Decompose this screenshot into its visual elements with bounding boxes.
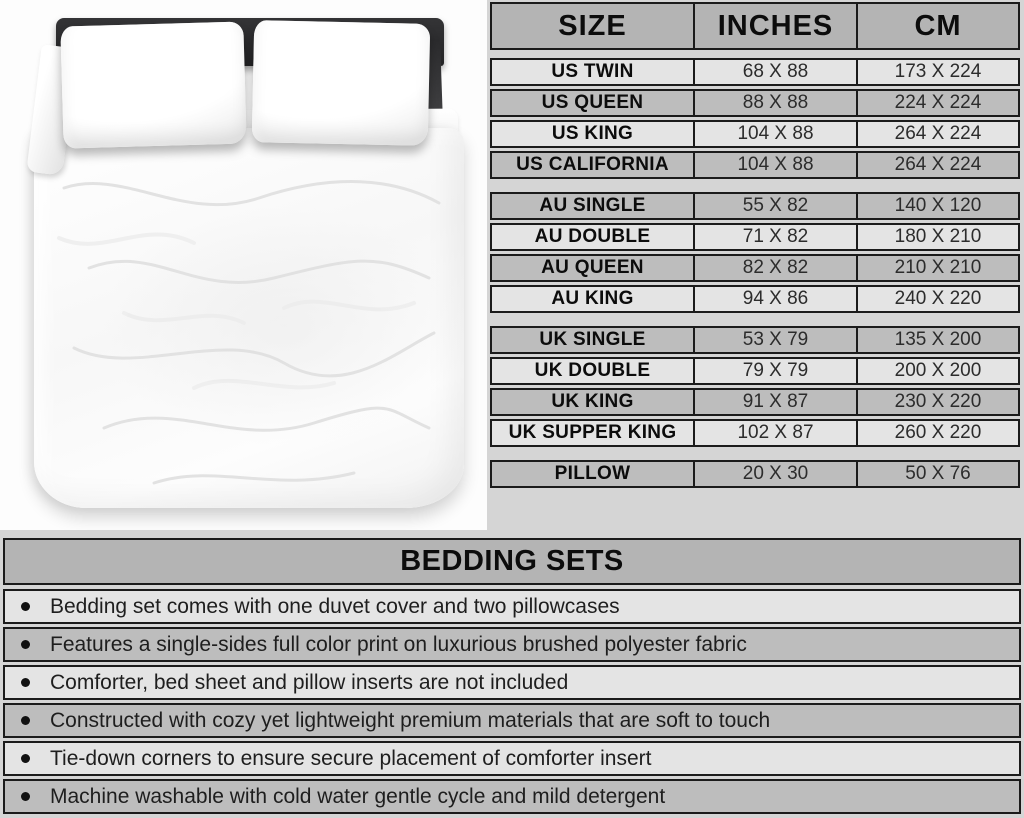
bullet-icon (21, 754, 30, 763)
table-row (490, 192, 1020, 220)
cm-cell: 140 X 120 (856, 194, 1018, 218)
size-group-uk (490, 326, 1020, 447)
inches-cell: 82 X 82 (693, 256, 856, 280)
bullet-text: Features a single-sides full color print on luxurious brushed polyester fabric (50, 632, 747, 656)
table-row (490, 151, 1020, 179)
bullet-icon (21, 602, 30, 611)
size-cell: US QUEEN (541, 92, 644, 113)
bullet-text: Bedding set comes with one duvet cover and two pillowcases (50, 594, 620, 618)
table-row (490, 58, 1020, 86)
size-chart-header (490, 2, 1020, 50)
inches-cell: 55 X 82 (693, 194, 856, 218)
list-item (3, 589, 1021, 624)
list-item (3, 703, 1021, 738)
table-row (490, 89, 1020, 117)
table-row (490, 254, 1020, 282)
column-header-size: SIZE (558, 9, 627, 42)
size-cell: UK SINGLE (539, 329, 646, 350)
bullet-text: Constructed with cozy yet lightweight premium materials that are soft to touch (50, 708, 771, 732)
bedding-info-header (3, 538, 1021, 585)
bedding-photo (0, 0, 487, 530)
bullet-icon (21, 716, 30, 725)
size-cell: PILLOW (554, 463, 631, 484)
bullet-text: Comforter, bed sheet and pillow inserts are not included (50, 670, 569, 694)
right-pillow-graphic (252, 20, 431, 146)
inches-cell: 91 X 87 (693, 390, 856, 414)
bullet-icon (21, 640, 30, 649)
cm-cell: 210 X 210 (856, 256, 1018, 280)
table-row (490, 357, 1020, 385)
inches-cell: 71 X 82 (693, 225, 856, 249)
bullet-icon (21, 678, 30, 687)
size-group-au (490, 192, 1020, 313)
bullet-text: Tie-down corners to ensure secure placement of comforter insert (50, 746, 652, 770)
bedding-info-section (3, 538, 1021, 814)
inches-cell: 88 X 88 (693, 91, 856, 115)
cm-cell: 260 X 220 (856, 421, 1018, 445)
table-row (490, 120, 1020, 148)
cm-cell: 50 X 76 (856, 462, 1018, 486)
column-header-cm: CM (856, 4, 1018, 48)
cm-cell: 264 X 224 (856, 122, 1018, 146)
duvet-wrinkles-graphic (34, 128, 464, 508)
table-row (490, 388, 1020, 416)
inches-cell: 79 X 79 (693, 359, 856, 383)
size-chart (490, 2, 1020, 488)
size-cell: AU SINGLE (539, 195, 646, 216)
cm-cell: 173 X 224 (856, 60, 1018, 84)
inches-cell: 68 X 88 (693, 60, 856, 84)
size-group-pillow (490, 460, 1020, 488)
inches-cell: 104 X 88 (693, 122, 856, 146)
list-item (3, 627, 1021, 662)
size-group-us (490, 58, 1020, 179)
table-row (490, 460, 1020, 488)
section-title: BEDDING SETS (400, 545, 624, 577)
inches-cell: 53 X 79 (693, 328, 856, 352)
cm-cell: 135 X 200 (856, 328, 1018, 352)
size-cell: US KING (551, 123, 634, 144)
list-item (3, 665, 1021, 700)
cm-cell: 230 X 220 (856, 390, 1018, 414)
cm-cell: 264 X 224 (856, 153, 1018, 177)
inches-cell: 104 X 88 (693, 153, 856, 177)
table-row (490, 285, 1020, 313)
table-row (490, 419, 1020, 447)
inches-cell: 94 X 86 (693, 287, 856, 311)
table-row (490, 223, 1020, 251)
table-row (490, 326, 1020, 354)
size-cell: UK DOUBLE (534, 360, 651, 381)
size-cell: UK SUPPER KING (508, 422, 677, 443)
size-cell: AU QUEEN (541, 257, 644, 278)
inches-cell: 102 X 87 (693, 421, 856, 445)
cm-cell: 224 X 224 (856, 91, 1018, 115)
cm-cell: 240 X 220 (856, 287, 1018, 311)
cm-cell: 180 X 210 (856, 225, 1018, 249)
size-cell: AU DOUBLE (534, 226, 651, 247)
cm-cell: 200 X 200 (856, 359, 1018, 383)
bullet-text: Machine washable with cold water gentle cycle and mild detergent (50, 784, 666, 808)
column-header-inches: INCHES (693, 4, 856, 48)
bullet-icon (21, 792, 30, 801)
size-cell: AU KING (551, 288, 634, 309)
list-item (3, 779, 1021, 814)
size-cell: US CALIFORNIA (516, 154, 669, 175)
size-cell: UK KING (551, 391, 634, 412)
list-item (3, 741, 1021, 776)
bedding-bullet-list (3, 589, 1021, 814)
inches-cell: 20 X 30 (693, 462, 856, 486)
left-pillow-graphic (60, 21, 246, 148)
size-cell: US TWIN (551, 61, 634, 82)
